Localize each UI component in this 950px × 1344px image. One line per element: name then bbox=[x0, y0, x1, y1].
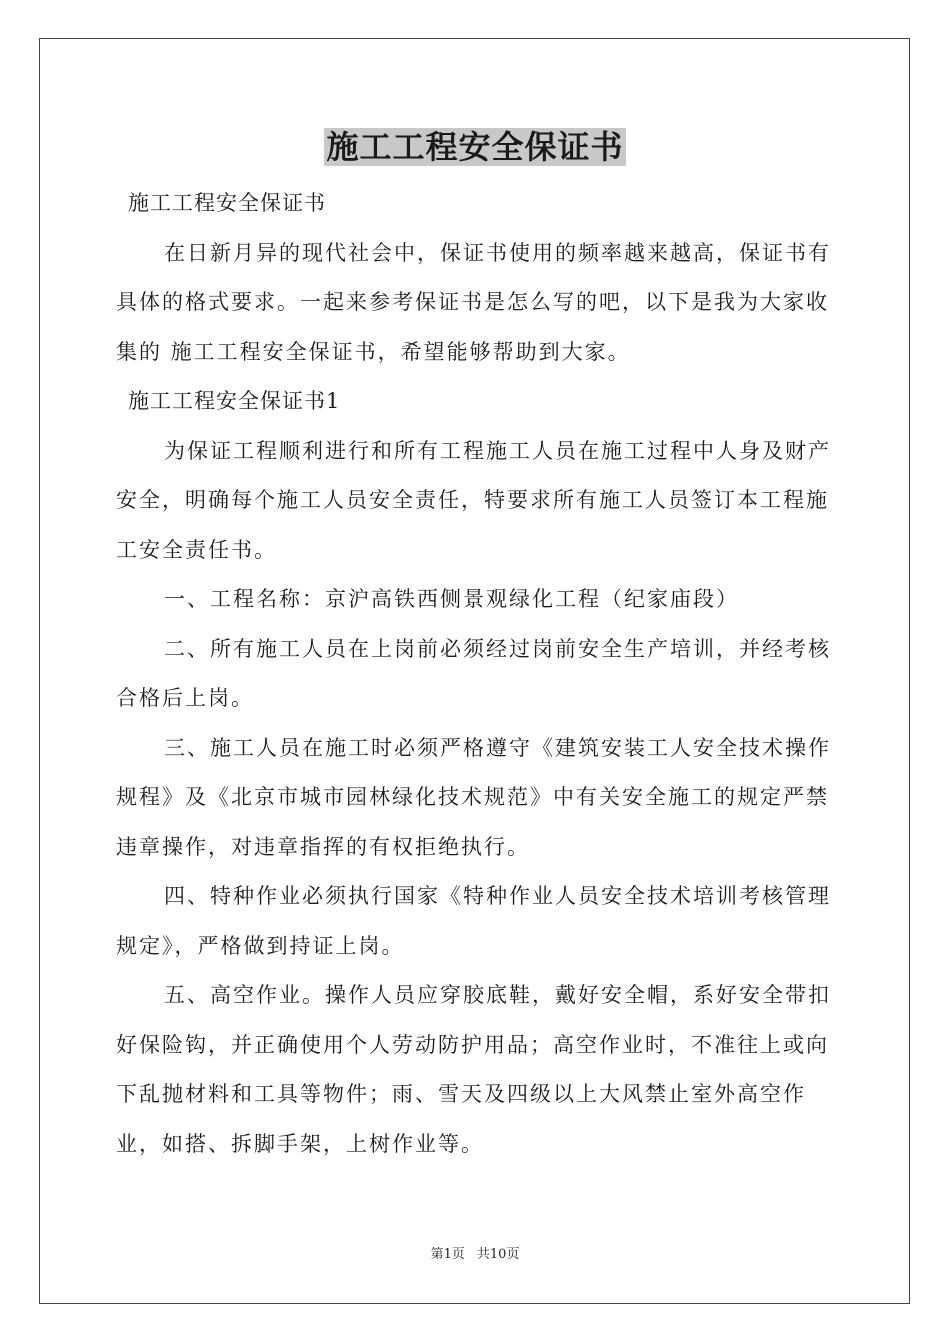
subtitle-paragraph: 施工工程安全保证书 bbox=[128, 191, 326, 215]
document-body bbox=[116, 179, 834, 1169]
document-title bbox=[0, 126, 950, 168]
page-number: 第1页 bbox=[430, 1247, 465, 1262]
section-heading: 施工工程安全保证书1 bbox=[128, 389, 341, 413]
page-footer bbox=[0, 1245, 950, 1265]
page-total: 共10页 bbox=[476, 1247, 520, 1262]
clause-5-paragraph: 五、高空作业。操作人员应穿胶底鞋，戴好安全帽，系好安全带扣好保险钩，并正确使用个人劳动防护用品；高空作业时，不准往上或向下乱抛材料和工具等物件；雨、雪天及四级以上大风禁止室外高空作业，如搭、拆脚手架，上树作业等。 bbox=[116, 983, 831, 1156]
body-paragraph: 为保证工程顺利进行和所有工程施工人员在施工过程中人身及财产安全，明确每个施工人员安全责任，特要求所有施工人员签订本工程施工安全责任书。 bbox=[116, 438, 831, 562]
clause-4-paragraph: 四、特种作业必须执行国家《特种作业人员安全技术培训考核管理规定》，严格做到持证上岗。 bbox=[116, 884, 831, 958]
clause-2-paragraph: 二、所有施工人员在上岗前必须经过岗前安全生产培训，并经考核合格后上岗。 bbox=[116, 636, 831, 710]
clause-1-paragraph: 一、工程名称：京沪高铁西侧景观绿化工程（纪家庙段） bbox=[164, 587, 739, 611]
intro-paragraph: 在日新月异的现代社会中，保证书使用的频率越来越高，保证书有具体的格式要求。一起来参考保证书是怎么写的吧，以下是我为大家收集的 施工工程安全保证书，希望能够帮助到大家。 bbox=[116, 240, 831, 364]
clause-3-paragraph: 三、施工人员在施工时必须严格遵守《建筑安装工人安全技术操作规程》及《北京市城市园林绿化技术规范》中有关安全施工的规定严禁违章操作，对违章指挥的有权拒绝执行。 bbox=[116, 735, 831, 859]
document-title-text: 施工工程安全保证书 bbox=[326, 128, 624, 166]
